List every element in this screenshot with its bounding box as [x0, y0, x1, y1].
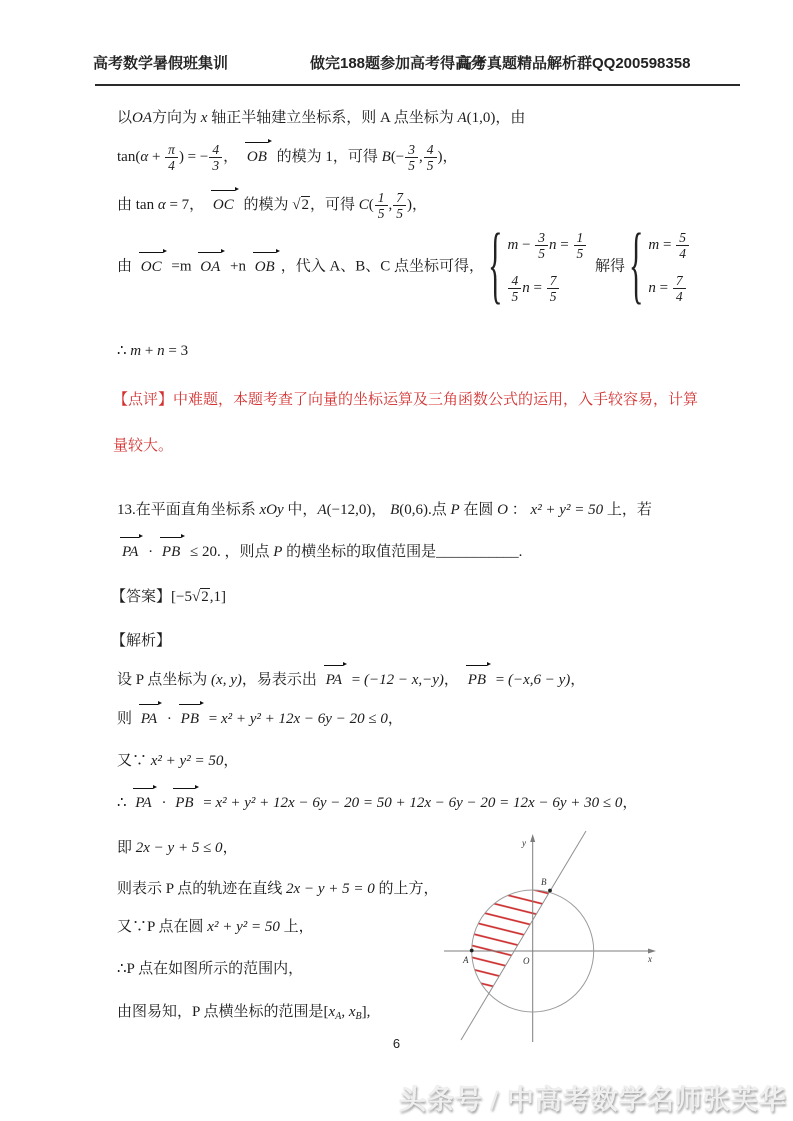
text: 解得 [591, 258, 626, 275]
math-italic: O [497, 502, 509, 518]
text: +n [226, 258, 250, 275]
cases [629, 217, 690, 314]
vector: PA [139, 705, 160, 732]
math-italic: m [648, 237, 660, 254]
math-italic: B [390, 502, 400, 518]
text: = 7， [165, 197, 208, 214]
math-italic: m [507, 237, 519, 254]
sqrt [292, 192, 310, 218]
fraction [165, 142, 178, 173]
label-x: x [648, 954, 652, 964]
text: ， [222, 840, 238, 856]
text: 上，若 [603, 502, 652, 518]
header-middle-text: 做完188题参加高考得高分 [310, 55, 486, 72]
math-italic: C [358, 197, 369, 214]
numerator: 7 [673, 273, 686, 289]
numerator: 1 [574, 230, 587, 246]
vector: PA [133, 789, 154, 816]
content-line-4 [117, 217, 694, 314]
vector: PB [179, 705, 202, 732]
fraction [393, 190, 406, 221]
text: ( [368, 197, 374, 214]
label-a: A [463, 955, 469, 965]
content-line-1 [117, 105, 525, 131]
math-italic: (−12 − x,−y) [364, 672, 444, 688]
numerator: 4 [209, 142, 222, 158]
text: (−12,0)， [326, 502, 391, 518]
content-line-2 [117, 142, 458, 173]
content-line-15 [117, 835, 238, 861]
denominator: 5 [426, 158, 434, 174]
math-italic: x [200, 110, 208, 126]
content-line-19 [117, 999, 370, 1030]
text: 以 [117, 110, 133, 126]
cases-row [507, 273, 587, 304]
cases [488, 217, 587, 314]
header-right-qq-group: 高考真题精品解析群QQ200598358 [457, 55, 691, 72]
numerator: 7 [547, 273, 560, 289]
denominator: 5 [377, 206, 385, 222]
numerator: 4 [508, 273, 521, 289]
fraction [574, 230, 587, 261]
text: ： [508, 502, 531, 518]
numerator: π [165, 142, 178, 158]
vector: PA [120, 538, 141, 565]
denominator: 4 [168, 158, 175, 174]
fraction [405, 142, 418, 173]
text: ≤ 20. ，则点 [186, 544, 274, 560]
text: = [529, 280, 546, 297]
math-italic: x² + y² = 50 [530, 502, 604, 518]
text: )， [437, 149, 458, 166]
text: 在圆 [459, 502, 498, 518]
text: ], [361, 1004, 371, 1020]
fraction [673, 273, 686, 304]
text: ， [570, 672, 586, 688]
text: ∴ [117, 343, 131, 359]
cases-row [648, 230, 690, 261]
content-line-10 [111, 628, 171, 654]
denominator: 5 [396, 206, 404, 222]
text: = [556, 237, 573, 254]
circle-region-figure [440, 818, 690, 1046]
text: = [199, 795, 216, 811]
text: · [144, 544, 157, 560]
vector: PB [173, 789, 196, 816]
math-italic: n [549, 237, 557, 254]
text: , [419, 149, 423, 166]
text: 由 tan [117, 197, 158, 214]
text: 【答案】[−5 [111, 589, 192, 605]
content-line-9 [111, 584, 226, 610]
math-italic: A [317, 502, 327, 518]
denominator: 5 [408, 158, 416, 174]
content-line-6 [113, 377, 705, 469]
text: tan( [117, 149, 141, 166]
denominator: 5 [538, 246, 546, 262]
text: ， [387, 711, 403, 727]
math-italic: n [648, 280, 656, 297]
math-italic: n [157, 343, 165, 359]
cases-row [507, 230, 587, 261]
content-line-12 [117, 705, 403, 732]
subscript: B [355, 1011, 362, 1022]
math-italic: (x, y) [211, 672, 242, 688]
text: 上， [279, 919, 314, 935]
math-italic: P [450, 502, 460, 518]
content-line-7 [117, 497, 652, 523]
text: − [518, 237, 535, 254]
math-italic: OA [132, 110, 153, 126]
radicand: 2 [201, 589, 209, 605]
text: (− [390, 149, 405, 166]
text: 中， [283, 502, 318, 518]
text: =m [167, 258, 196, 275]
math-italic: (−x,6 − y) [507, 672, 571, 688]
vector: PA [324, 666, 345, 693]
math-italic: 2x − y + 5 = 0 [286, 881, 375, 897]
math-italic: α [157, 197, 166, 214]
text: 设 P 点坐标为 [117, 672, 212, 688]
text: 方向为 [152, 110, 201, 126]
text: (0,6).点 [399, 502, 451, 518]
vector: OA [198, 253, 223, 280]
text: ， [443, 672, 463, 688]
text: 又∵ [117, 753, 151, 769]
left-brace: { [488, 217, 503, 314]
label-o: O [523, 956, 530, 966]
point-b [548, 889, 552, 893]
sqrt [192, 584, 210, 610]
text: · [157, 795, 171, 811]
page-number: 6 [392, 1036, 401, 1051]
content-line-5 [117, 338, 188, 364]
text: · [163, 711, 176, 727]
text: = [205, 711, 221, 727]
text: ,1] [209, 589, 226, 605]
denominator: 4 [675, 289, 683, 305]
numerator: 7 [393, 190, 406, 206]
text: 由 [117, 258, 136, 275]
text: ， [223, 149, 242, 166]
math-italic: x² + y² + 12x − 6y − 20 ≤ 0 [220, 711, 388, 727]
content-line-17 [117, 914, 314, 940]
text: , [388, 197, 393, 214]
left-brace: { [629, 217, 644, 314]
radicand: 2 [301, 197, 310, 214]
fraction [209, 142, 222, 173]
vector: OC [211, 191, 237, 218]
vector: OB [253, 253, 278, 280]
text: = [492, 672, 508, 688]
text: ，易表示出 [241, 672, 321, 688]
text: 13.在平面直角坐标系 [117, 502, 260, 518]
content-line-3 [117, 190, 427, 221]
fraction [535, 230, 548, 261]
math-italic: x² + y² = 50 [150, 753, 224, 769]
text: ， [622, 795, 638, 811]
text: ∴ [117, 795, 131, 811]
math-italic: 2x − y + 5 ≤ 0 [135, 840, 223, 856]
text: 的模为 1，可得 [272, 149, 382, 166]
text: 的上方， [374, 881, 439, 897]
text: ，可得 [310, 197, 359, 214]
text: = [348, 672, 364, 688]
math-italic: n [522, 280, 530, 297]
text: 轴正半轴建立坐标系，则 A 点坐标为 [207, 110, 458, 126]
y-axis-arrow [530, 834, 535, 842]
fraction [375, 190, 388, 221]
text: = 3 [164, 343, 189, 359]
text: 【解析】 [111, 633, 172, 649]
math-italic: m [130, 343, 142, 359]
text: 则表示 P 点的轨迹在直线 [117, 881, 287, 897]
content-line-11 [117, 666, 585, 693]
numerator: 3 [535, 230, 548, 246]
vector: OB [245, 143, 270, 170]
cases-rows [507, 230, 587, 304]
content-line-16 [117, 876, 439, 902]
text: ，代入 A、B、C 点坐标可得， [280, 258, 485, 275]
content-line-13 [117, 748, 238, 774]
label-b: B [541, 877, 547, 887]
text: = [655, 280, 672, 297]
cases-row [648, 273, 690, 304]
text: 【点评】中难题，本题考查了向量的坐标运算及三角函数公式的运用，入手较容易，计算量较大。 [113, 392, 699, 454]
content-line-14 [117, 789, 637, 816]
denominator: 5 [576, 246, 584, 262]
text: 由图易知，P 点横坐标的范围是[ [117, 1004, 329, 1020]
denominator: 5 [549, 289, 557, 305]
hatched-region [472, 890, 550, 993]
text: 又∵P 点在圆 [117, 919, 208, 935]
numerator: 3 [405, 142, 418, 158]
math-italic: α [140, 149, 149, 166]
text: ∴P 点在如图所示的范围内， [117, 961, 304, 977]
denominator: 5 [511, 289, 519, 305]
content-line-8 [117, 538, 522, 565]
fraction [508, 273, 521, 304]
text: )， [407, 197, 428, 214]
math-italic: B [381, 149, 391, 166]
cases-rows [648, 230, 690, 304]
math-italic: x² + y² = 50 [207, 919, 280, 935]
vector: PB [160, 538, 183, 565]
numerator: 5 [676, 230, 689, 246]
math-italic: P [273, 544, 283, 560]
numerator: 4 [424, 142, 437, 158]
x-axis-arrow [648, 949, 656, 954]
fraction [676, 230, 689, 261]
text: ， [223, 753, 239, 769]
text: (1,0)，由 [466, 110, 526, 126]
denominator: 3 [212, 158, 220, 174]
fraction [547, 273, 560, 304]
numerator: 1 [375, 190, 388, 206]
point-a [470, 949, 474, 953]
subscript: A [335, 1011, 342, 1022]
math-italic: A [457, 110, 467, 126]
denominator: 4 [679, 246, 686, 262]
math-italic: xOy [259, 502, 284, 518]
text: 则 [117, 711, 136, 727]
text: 的横坐标的取值范围是___________. [282, 544, 523, 560]
text: + [148, 149, 165, 166]
math-italic: x² + y² + 12x − 6y − 20 = 50 + 12x − 6y − 20 = 12x − 6y + 30 ≤ 0 [215, 795, 623, 811]
vector: OC [139, 253, 165, 280]
text: 的模为 [239, 197, 293, 214]
header-left-title: 高考数学暑假班集训 [93, 55, 229, 72]
watermark-text: 头条号 / 中高考数学名师张芙华 [398, 1085, 787, 1115]
text: , [341, 1004, 349, 1020]
math-italic: x [348, 1004, 356, 1020]
math-italic: x [328, 1004, 336, 1020]
label-y: y [522, 838, 526, 848]
vector: PB [466, 666, 489, 693]
content-line-18 [117, 956, 303, 982]
fraction [424, 142, 437, 173]
text: + [141, 343, 158, 359]
text: 即 [117, 840, 136, 856]
text: ) = − [178, 149, 209, 166]
text: = [659, 237, 676, 254]
